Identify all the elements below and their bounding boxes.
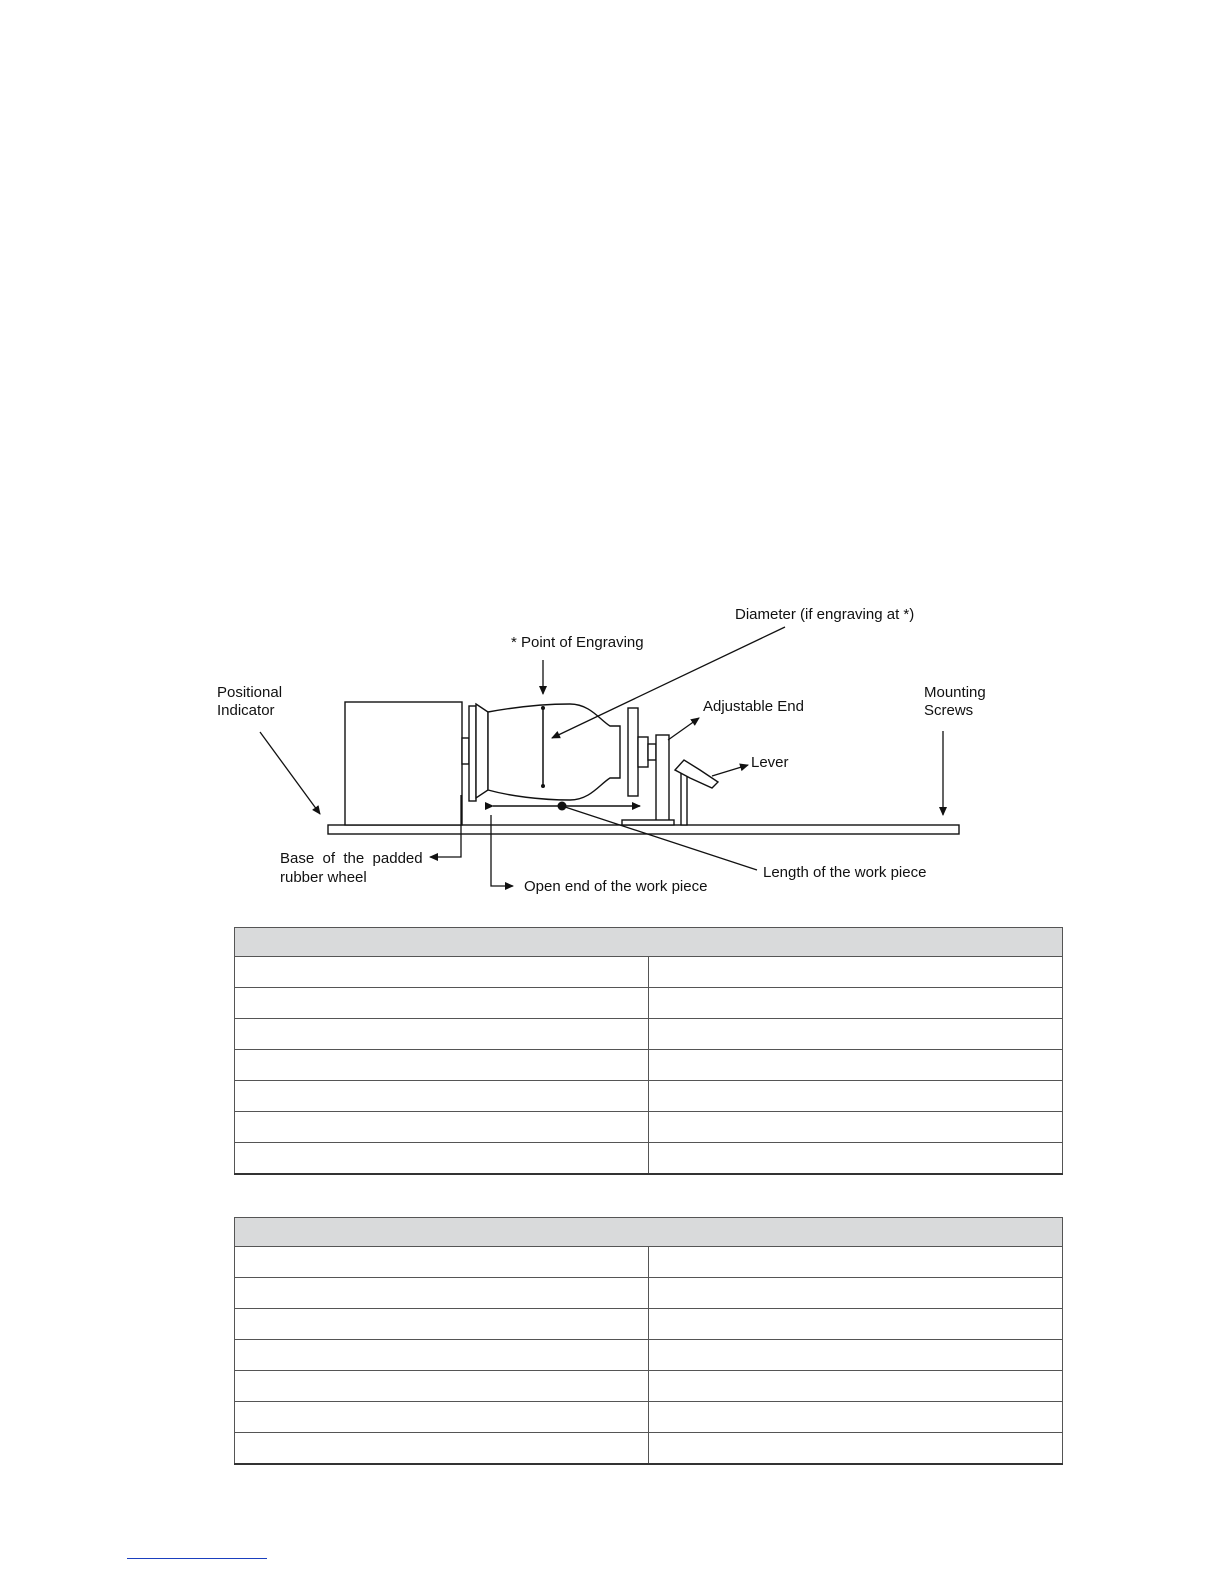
table-cell (649, 1112, 1063, 1143)
table-row (235, 1309, 1063, 1340)
table-cell (235, 1081, 649, 1112)
table-row (235, 1050, 1063, 1081)
table-cell (649, 1081, 1063, 1112)
table-cell (235, 1340, 649, 1371)
specification-table-2 (234, 1217, 1063, 1465)
table-header (235, 928, 1063, 957)
table-header-row (235, 1218, 1063, 1247)
table-row (235, 1433, 1063, 1465)
label-base-of-wheel-1: Base of the padded (280, 850, 423, 867)
table-row (235, 1402, 1063, 1433)
table-row (235, 1340, 1063, 1371)
table-cell (235, 1371, 649, 1402)
table-header-row (235, 928, 1063, 957)
table-row (235, 1112, 1063, 1143)
table-row (235, 1019, 1063, 1050)
label-diameter: Diameter (if engraving at *) (735, 606, 915, 623)
specification-table-1 (234, 927, 1063, 1175)
table-cell (235, 988, 649, 1019)
label-mounting-screws-1: Mounting (924, 684, 986, 701)
table-cell (649, 1371, 1063, 1402)
label-point-of-engraving: * Point of Engraving (511, 634, 644, 651)
table-cell (235, 1247, 649, 1278)
table-header (235, 1218, 1063, 1247)
table-cell (649, 1402, 1063, 1433)
label-positional-indicator-1: Positional (217, 684, 283, 701)
table-cell (649, 1143, 1063, 1175)
table-cell (649, 957, 1063, 988)
label-open-end: Open end of the work piece (524, 878, 708, 895)
footnote-separator (127, 1558, 267, 1559)
table-row (235, 1081, 1063, 1112)
table-cell (235, 1309, 649, 1340)
motor-housing (345, 702, 462, 825)
table-cell (235, 1112, 649, 1143)
table-cell (235, 1402, 649, 1433)
table-row (235, 988, 1063, 1019)
table-row (235, 1143, 1063, 1175)
table-cell (235, 1050, 649, 1081)
table-cell (649, 1309, 1063, 1340)
end-flange (628, 708, 638, 796)
left-flange (469, 706, 476, 801)
table-cell (649, 1050, 1063, 1081)
table-cell (235, 1019, 649, 1050)
table-cell (235, 1143, 649, 1175)
padded-rubber-wheel (476, 704, 488, 798)
label-mounting-screws-2: Screws (924, 702, 974, 719)
table-row (235, 957, 1063, 988)
adjustable-end-foot (622, 820, 674, 825)
table-cell (649, 1340, 1063, 1371)
label-length: Length of the work piece (763, 864, 927, 881)
lever-post (681, 770, 687, 825)
table-cell (235, 1433, 649, 1465)
table-row (235, 1247, 1063, 1278)
table-cell (649, 1278, 1063, 1309)
end-hub (638, 737, 648, 767)
table-row (235, 1278, 1063, 1309)
table-cell (649, 1247, 1063, 1278)
left-hub (462, 738, 469, 764)
table-cell (649, 1019, 1063, 1050)
table-cell (649, 1433, 1063, 1465)
shaft (648, 744, 656, 760)
label-positional-indicator-2: Indicator (217, 702, 275, 719)
label-lever: Lever (751, 754, 789, 771)
table-cell (235, 1278, 649, 1309)
table-row (235, 1371, 1063, 1402)
table-cell (235, 957, 649, 988)
table-cell (649, 988, 1063, 1019)
adjustable-end-post (656, 735, 669, 823)
work-piece (488, 704, 620, 800)
label-base-of-wheel-2: rubber wheel (280, 869, 367, 886)
label-adjustable-end: Adjustable End (703, 698, 804, 715)
